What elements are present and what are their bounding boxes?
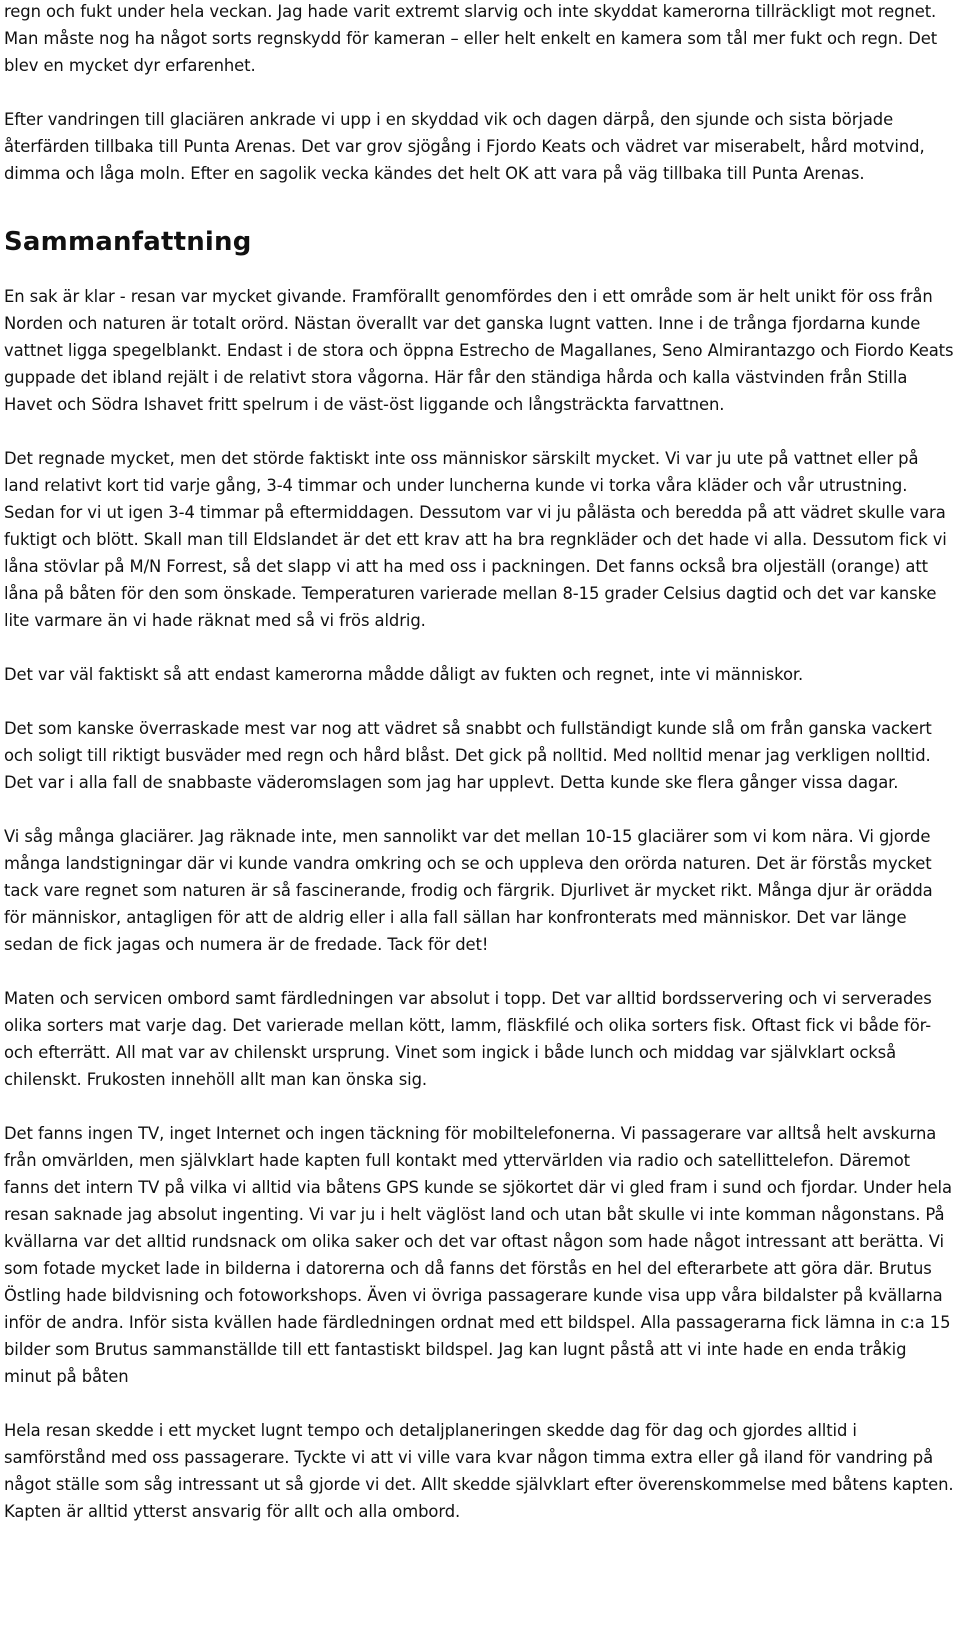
section-heading: Sammanfattning xyxy=(4,227,252,257)
document-page xyxy=(4,0,956,1525)
paragraph-gap xyxy=(4,688,956,715)
summary-paragraph-8: Hela resan skedde i ett mycket lugnt tempo och detaljplaneringen skedde dag för dag och gjordes alltid i samförstånd med oss passagerare. Tyckte vi att vi ville vara kvar någon timma extra eller gå iland för vandring på något ställe som såg intressant ut så gjorde vi det. Allt skedde självklart efter överenskommelse med båtens kapten. Kapten är alltid ytterst ansvarig för allt och alla ombord. xyxy=(4,1421,954,1521)
summary-paragraph-5: Vi såg många glaciärer. Jag räknade inte, men sannolikt var det mellan 10-15 glaciärer som vi kom nära. Vi gjorde många landstigningar där vi kunde vandra omkring och se och uppleva den orörda naturen. Det är förstås mycket tack vare regnet som naturen är så fascinerande, frodig och färgrik. Djurlivet är mycket rikt. Många djur är orädda för människor, antagligen för att de aldrig eller i alla fall sällan har konfronterats med människor. Det var länge sedan de fick jagas och numera är de fredade. Tack för det! xyxy=(4,827,933,954)
paragraph-gap xyxy=(4,1390,956,1417)
summary-paragraph-3: Det var väl faktiskt så att endast kamerorna mådde dåligt av fukten och regnet, inte vi människor. xyxy=(4,665,804,684)
summary-paragraph-7: Det fanns ingen TV, inget Internet och ingen täckning för mobiltelefonerna. Vi passagerare var alltså helt avskurna från omvärlden, men självklart hade kapten full kontakt med yttervärlden via radio och satellittelefon. Däremot fanns det intern TV på vilka vi alltid via båtens GPS kunde se sjökortet där vi gled fram i sund och fjordar. Under hela resan saknade jag absolut ingenting. Vi var ju i helt väglöst land och utan båt skulle vi inte komman någonstans. På kvällarna var det alltid rundsnack om olika saker och det var oftast någon som hade något intressant att berätta. Vi som fotade mycket lade in bilderna i datorerna och då fanns det förstås en hel del efterarbete att göra där. Brutus Östling hade bildvisning och fotoworkshops. Även vi övriga passagerare kunde visa upp våra bildalster på kvällarna inför de andra. Inför sista kvällen hade färdledningen ordnat med ett bildspel. Alla passagerarna fick lämna in c:a 15 bilder som Brutus sammanställde till ett fantastiskt bildspel. Jag kan lugnt påstå att vi inte hade en enda tråkig minut på båten xyxy=(4,1124,952,1386)
paragraph-gap xyxy=(4,796,956,823)
summary-paragraph-4: Det som kanske överraskade mest var nog att vädret så snabbt och fullständigt kunde slå om från ganska vackert och soligt till riktigt busväder med regn och hård blåst. Det gick på nolltid. Med nolltid menar jag verkligen nolltid. Det var i alla fall de snabbaste väderomslagen som jag har upplevt. Detta kunde ske flera gånger vissa dagar. xyxy=(4,719,932,792)
summary-paragraph-6: Maten och servicen ombord samt färdledningen var absolut i topp. Det var alltid bordsservering och vi serverades olika sorters mat varje dag. Det varierade mellan kött, lamm, fläskfilé och olika sorters fisk. Oftast fick vi både för- och efterrätt. All mat var av chilenskt ursprung. Vinet som ingick i både lunch och middag var självklart också chilenskt. Frukosten innehöll allt man kan önska sig. xyxy=(4,989,932,1089)
section-heading-wrap xyxy=(4,187,956,283)
paragraph-gap xyxy=(4,1093,956,1120)
summary-paragraph-1: En sak är klar - resan var mycket givande. Framförallt genomfördes den i ett område som är helt unikt för oss från Norden och naturen är totalt orörd. Nästan överallt var det ganska lugnt vatten. Inne i de trånga fjordarna kunde vattnet ligga spegelblankt. Endast i de stora och öppna Estrecho de Magallanes, Seno Almirantazgo och Fiordo Keats guppade det ibland rejält i de relativt stora vågorna. Här får den ständiga hårda och kalla västvinden från Stilla Havet och Södra Ishavet fritt spelrum i de väst-öst liggande och långsträckta farvattnen. xyxy=(4,287,954,414)
paragraph-gap xyxy=(4,634,956,661)
intro-paragraph-1: regn och fukt under hela veckan. Jag hade varit extremt slarvig och inte skyddat kamerorna tillräckligt mot regnet. Man måste nog ha något sorts regnskydd för kameran – eller helt enkelt en kamera som tål mer fukt och regn. Det blev en mycket dyr erfarenhet. xyxy=(4,2,938,75)
intro-paragraph-2: Efter vandringen till glaciären ankrade vi upp i en skyddad vik och dagen därpå, den sjunde och sista började återfärden tillbaka till Punta Arenas. Det var grov sjögång i Fjordo Keats och vädret var miserabelt, hård motvind, dimma och låga moln. Efter en sagolik vecka kändes det helt OK att vara på väg tillbaka till Punta Arenas. xyxy=(4,110,925,183)
paragraph-gap xyxy=(4,418,956,445)
paragraph-gap xyxy=(4,79,956,106)
paragraph-gap xyxy=(4,958,956,985)
summary-paragraph-2: Det regnade mycket, men det störde faktiskt inte oss människor särskilt mycket. Vi var ju ute på vattnet eller på land relativt kort tid varje gång, 3-4 timmar och under luncherna kunde vi torka våra kläder och vår utrustning. Sedan for vi ut igen 3-4 timmar på eftermiddagen. Dessutom var vi ju pålästa och beredda på att vädret skulle vara fuktigt och blött. Skall man till Eldslandet är det ett krav att ha bra regnkläder och det hade vi alla. Dessutom fick vi låna stövlar på M/N Forrest, så det slapp vi att ha med oss i packningen. Det fanns också bra oljeställ (orange) att låna på båten för den som önskade. Temperaturen varierade mellan 8-15 grader Celsius dagtid och det var kanske lite varmare än vi hade räknat med så vi frös aldrig. xyxy=(4,449,947,630)
